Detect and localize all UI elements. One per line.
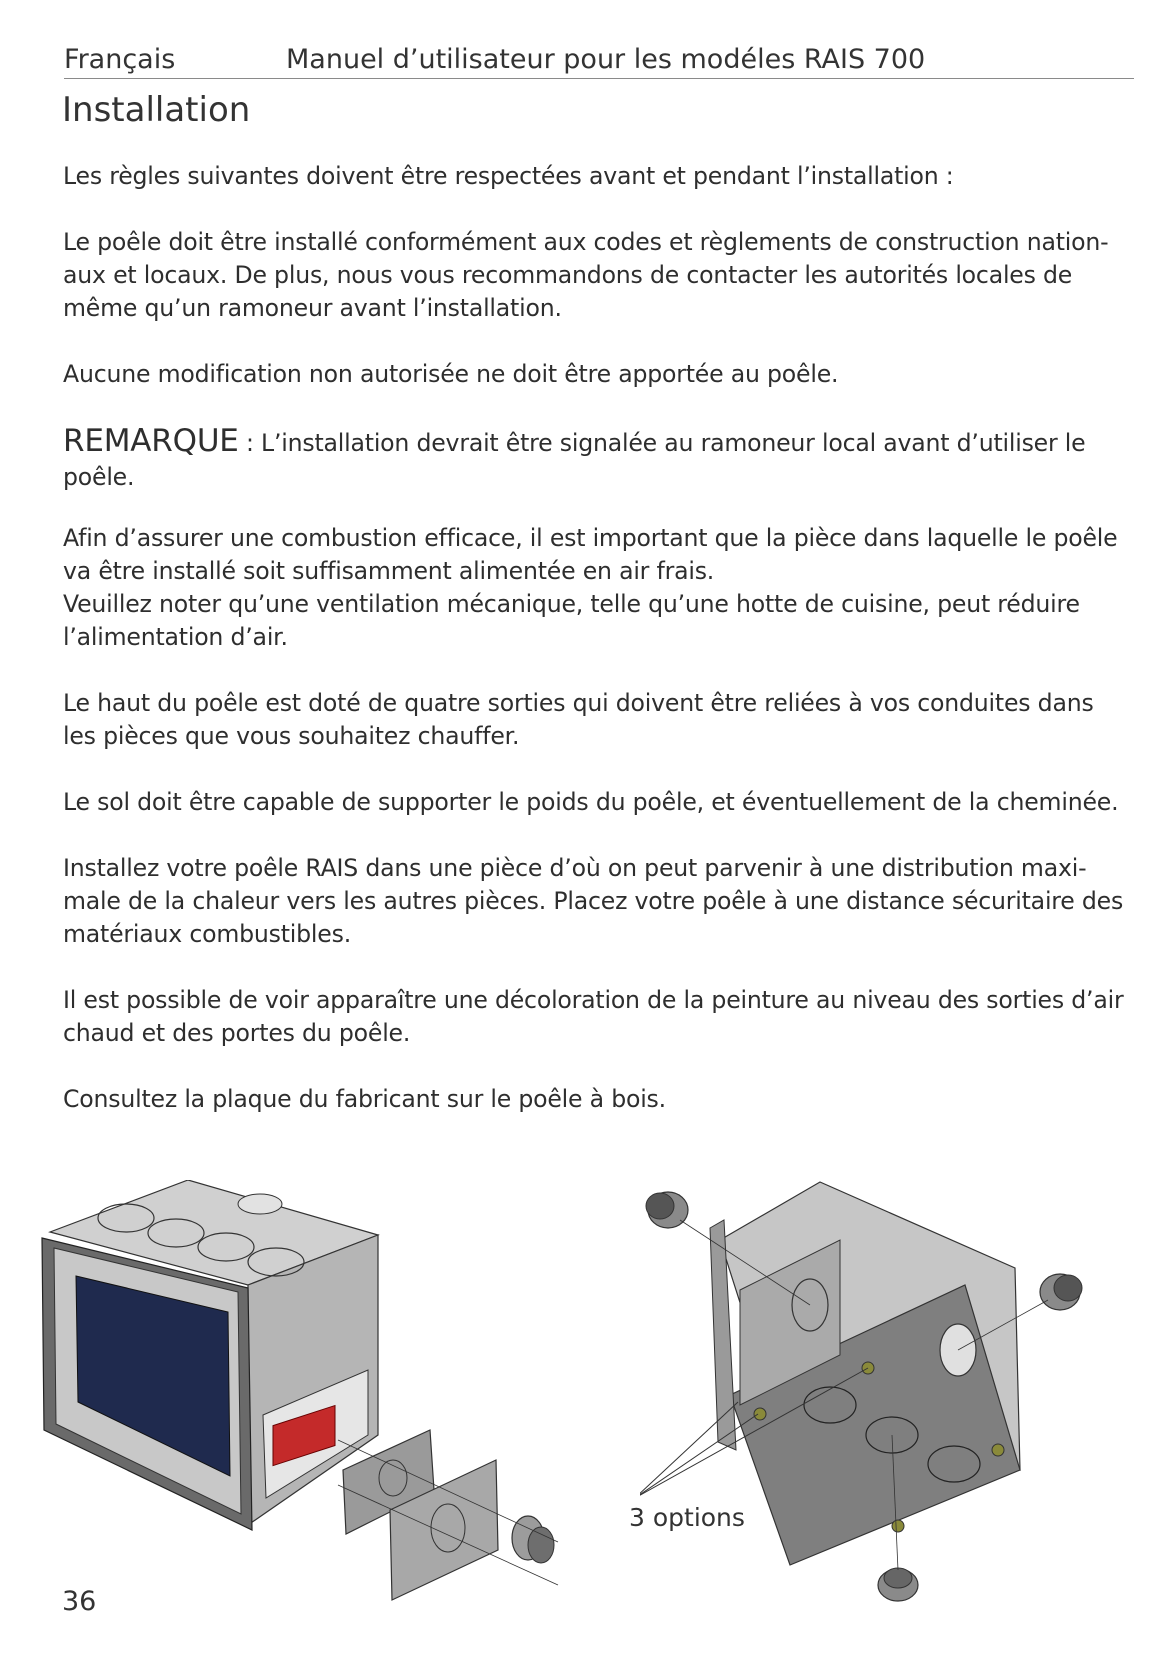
paragraph-modification: Aucune modification non autorisée ne doit être apportée au poêle. <box>63 360 839 388</box>
stove-rear-illustration <box>640 1180 1110 1610</box>
options-label: 3 options <box>629 1503 745 1532</box>
remark-label: REMARQUE <box>63 423 239 459</box>
rear-flue <box>238 1194 282 1214</box>
stud <box>754 1408 766 1420</box>
paragraph-remark <box>63 424 1143 494</box>
section-title: Installation <box>62 90 251 130</box>
stove-front-illustration <box>38 1180 618 1620</box>
remark-text: : L’installation devrait être signalée au ramoneur local avant d’utiliser le poêle. <box>63 429 1086 491</box>
page-header <box>64 40 1134 79</box>
body-text <box>63 160 1143 1149</box>
paragraph-floor: Le sol doit être capable de supporter le poids du poêle, et éventuellement de la cheminée. <box>63 788 1119 816</box>
outlet-collar-inner <box>528 1527 554 1563</box>
outlet-collar-right-inner <box>1054 1275 1082 1301</box>
stud <box>992 1444 1004 1456</box>
outlet-collar-left-inner <box>646 1193 674 1219</box>
paragraph-discoloration: Il est possible de voir apparaître une décoloration de la peinture au niveau des sorties d’air chaud et des portes du poêle. <box>63 986 1124 1047</box>
stud <box>892 1520 904 1532</box>
outlet-collar-bottom-inner <box>884 1568 912 1588</box>
header-language: Français <box>64 44 176 75</box>
paragraph-combustion: Afin d’assurer une combustion efficace, il est important que la pièce dans laquelle le poêle va être installé soit suffisamment alimentée en air frais. Veuillez noter qu’une ventilation mécanique, telle qu’une hotte de cuisine, peut réduire l’alimentation d’air. <box>63 524 1118 651</box>
paragraph-codes: Le poêle doit être installé conformément aux codes et règlements de construction nation- aux et locaux. De plus, nous vous recommandons de contacter les autorités locales de même qu’un ramoneur avant l’installation. <box>63 228 1109 322</box>
paragraph-intro: Les règles suivantes doivent être respectées avant et pendant l’installation : <box>63 162 954 190</box>
header-manual-title: Manuel d’utilisateur pour les modéles RAIS 700 <box>286 44 926 75</box>
page-number: 36 <box>62 1586 97 1617</box>
paragraph-placement: Installez votre poêle RAIS dans une pièce d’où on peut parvenir à une distribution maxi- male de la chaleur vers les autres pièces. Placez votre poêle à une distance sécuritaire des matériaux combustibles. <box>63 854 1124 948</box>
paragraph-plate: Consultez la plaque du fabricant sur le poêle à bois. <box>63 1085 666 1113</box>
paragraph-outlets: Le haut du poêle est doté de quatre sorties qui doivent être reliées à vos conduites dans les pièces que vous souhaitez chauffer. <box>63 689 1094 750</box>
